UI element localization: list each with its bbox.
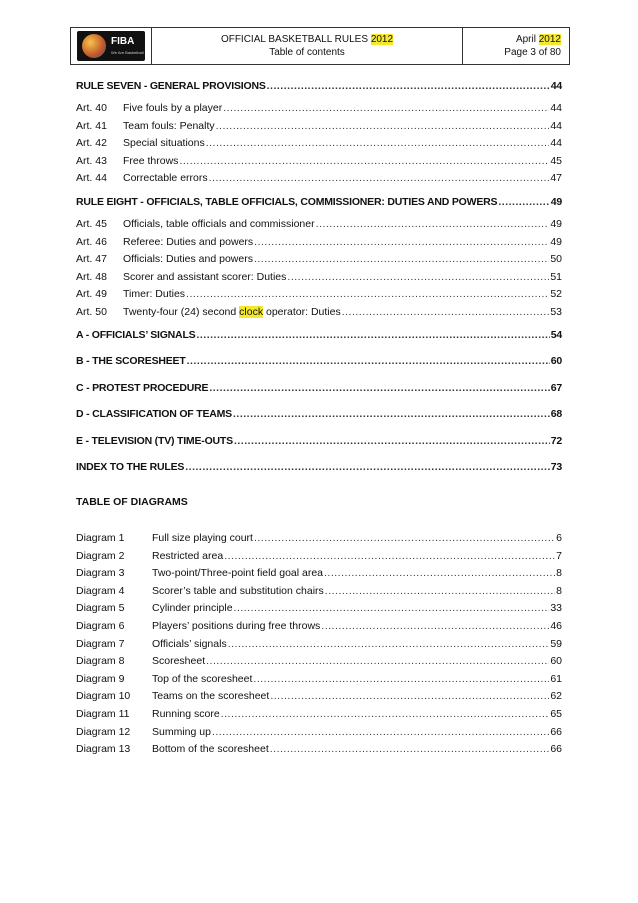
leader-dots [321,618,549,636]
diagram-number: Diagram 6 [76,619,125,632]
diagram-number: Diagram 8 [76,655,125,668]
article-page: 53 [550,305,562,318]
article-page: 44 [550,102,562,114]
diagram-entry[interactable] [76,618,562,636]
diagrams-heading: TABLE OF DIAGRAMS [76,496,188,508]
toc-entry-page: 49 [550,195,562,208]
diagram-number: Diagram 10 [76,690,131,703]
section-title: D - CLASSIFICATION OF TEAMS [76,408,232,421]
article-page: 50 [550,253,562,266]
toc-rule-seven[interactable] [76,76,562,96]
title-cell [152,28,463,64]
section-page: 73 [550,461,562,474]
diagram-page: 7 [556,549,562,562]
page-number: Page 3 of 80 [504,47,561,58]
article-title: Scorer and assistant scorer: Duties [123,270,287,283]
title-part: operator: Duties [263,305,341,318]
diagram-page: 6 [556,532,562,544]
leader-dots [253,671,549,689]
section-page: 68 [550,408,562,421]
section-page: 60 [550,355,562,368]
leader-dots [325,583,555,601]
diagram-title: Bottom of the scoresheet [152,743,269,756]
leader-dots [228,636,550,654]
article-page: 51 [550,270,562,283]
section-title: E - TELEVISION (TV) TIME-OUTS [76,434,233,447]
article-title: Officials, table officials and commissioner [123,217,315,230]
diagram-number: Diagram 3 [76,567,125,580]
diagram-entry[interactable] [76,688,562,706]
toc-section[interactable] [76,322,562,349]
diagram-page: 33 [550,602,562,615]
leader-dots [324,565,555,583]
date-year: 2012 [538,34,561,45]
section-title: A - OFFICIALS’ SIGNALS [76,328,196,341]
article-page: 44 [550,137,562,150]
article-title: Timer: Duties [123,288,186,301]
diagram-page: 66 [550,725,562,738]
toc-section[interactable] [76,348,562,375]
article-number: Art. 45 [76,217,107,230]
diagram-number: Diagram 7 [76,637,125,650]
leader-dots [185,454,549,481]
title-part: Twenty-four (24) second [123,305,240,318]
diagram-title: Officials’ signals [152,637,227,650]
toc-section[interactable] [76,428,562,455]
toc-article[interactable] [76,100,562,118]
article-page: 44 [550,119,562,132]
article-number: Art. 48 [76,270,107,283]
diagram-entry[interactable] [76,548,562,566]
leader-dots [233,401,550,428]
toc-entry-page: 44 [550,80,562,92]
leader-dots [498,192,549,212]
diagram-page: 66 [550,743,562,756]
diagram-title: Running score [152,707,220,720]
leader-dots [209,375,549,402]
toc-entry-title: RULE EIGHT - OFFICIALS, TABLE OFFICIALS, COMMISSIONER: DUTIES AND POWERS [76,195,498,208]
diagram-title: Restricted area [152,549,224,562]
diagram-number: Diagram 13 [76,743,131,756]
diagram-page: 65 [550,707,562,720]
article-title: Referee: Duties and powers [123,235,254,248]
section-page: 72 [550,434,562,447]
leader-dots [187,348,550,375]
article-number: Art. 47 [76,253,107,266]
toc-entry-title: RULE SEVEN - GENERAL PROVISIONS [76,80,266,92]
diagram-entry[interactable] [76,636,562,654]
toc-section[interactable] [76,375,562,402]
diagram-entry[interactable] [76,583,562,601]
leader-dots [186,286,549,304]
leader-dots [209,170,550,188]
toc-article[interactable] [76,304,562,322]
leader-dots [342,304,550,322]
toc-article[interactable] [76,153,562,171]
table-of-contents [76,72,562,481]
diagram-title: Summing up [152,725,211,738]
leader-dots [179,153,549,171]
toc-rule-eight[interactable] [76,192,562,212]
toc-article[interactable] [76,118,562,136]
diagram-page: 46 [550,619,562,632]
leader-dots [223,100,549,118]
toc-article[interactable] [76,216,562,234]
article-number: Art. 44 [76,172,107,185]
diagram-number: Diagram 5 [76,602,125,615]
logo-cell [71,28,152,64]
toc-section[interactable] [76,454,562,481]
diagram-entry[interactable] [76,706,562,724]
diagram-entry[interactable] [76,565,562,583]
article-title: Officials: Duties and powers [123,253,253,266]
diagram-title: Top of the scoresheet [152,672,253,685]
article-page: 49 [550,217,562,230]
article-number: Art. 42 [76,137,107,150]
diagram-number: Diagram 11 [76,707,130,720]
diagram-entry[interactable] [76,600,562,618]
diagram-page: 61 [550,672,562,685]
section-page: 67 [550,381,562,394]
article-title [123,304,341,322]
article-title: Team fouls: Penalty [123,119,215,132]
section-title: B - THE SCORESHEET [76,355,186,368]
leader-dots [206,653,549,671]
article-page: 52 [550,288,562,301]
leader-dots [287,269,549,287]
diagram-number: Diagram 9 [76,672,125,685]
diagram-entry[interactable] [76,530,562,548]
document-date [516,33,561,46]
diagram-title: Cylinder principle [152,602,233,615]
page-header [70,27,570,65]
toc-article[interactable] [76,170,562,188]
diagram-page: 60 [550,655,562,668]
highlighted-word: clock [239,305,264,318]
logo-text: FIBA [111,36,135,47]
diagram-page: 59 [550,637,562,650]
article-page: 47 [550,172,562,185]
diagram-page: 8 [556,567,562,580]
diagram-page: 62 [550,690,562,703]
leader-dots [316,216,550,234]
section-title: C - PROTEST PROCEDURE [76,381,209,394]
fiba-logo [77,31,145,61]
article-page: 45 [550,154,562,167]
logo-subtext: We Are Basketball [111,50,144,55]
document-title [221,33,393,46]
diagram-title: Full size playing court [152,532,253,544]
article-title: Correctable errors [123,172,208,185]
diagram-title: Scoresheet [152,655,206,668]
article-number: Art. 49 [76,288,107,301]
article-title: Special situations [123,137,205,150]
diagram-title: Two-point/Three-point field goal area [152,567,324,580]
title-prefix: OFFICIAL BASKETBALL RULES [220,34,371,45]
diagram-title: Players’ positions during free throws [152,619,321,632]
leader-dots [221,706,550,724]
leader-dots [224,548,555,566]
article-number: Art. 41 [76,119,107,132]
toc-article[interactable] [76,286,562,304]
article-number: Art. 46 [76,235,107,248]
article-title: Free throws [123,154,179,167]
document-subtitle: Table of contents [269,47,345,58]
table-of-diagrams [76,530,562,759]
leader-dots [196,322,549,349]
leader-dots [254,234,549,252]
leader-dots [254,530,555,548]
date-cell [463,28,569,64]
article-number: Art. 50 [76,305,107,318]
leader-dots [234,428,550,455]
toc-article[interactable] [76,135,562,153]
leader-dots [212,724,549,742]
diagram-entry[interactable] [76,653,562,671]
diagram-entry[interactable] [76,671,562,689]
leader-dots [270,688,549,706]
leader-dots [216,118,550,136]
toc-section[interactable] [76,401,562,428]
article-number: Art. 40 [76,102,107,114]
diagram-page: 8 [556,584,562,597]
diagram-number: Diagram 12 [76,725,131,738]
title-year: 2012 [370,34,394,45]
article-title: Five fouls by a player [123,102,223,114]
leader-dots [267,76,550,96]
diagram-number: Diagram 1 [76,532,125,544]
diagram-entry[interactable] [76,741,562,759]
section-title: INDEX TO THE RULES [76,461,185,474]
article-page: 49 [550,235,562,248]
diagram-number: Diagram 4 [76,584,125,597]
diagram-entry[interactable] [76,724,562,742]
leader-dots [234,600,550,618]
date-prefix: April [515,34,539,45]
leader-dots [206,135,550,153]
toc-article[interactable] [76,234,562,252]
article-number: Art. 43 [76,154,107,167]
toc-article[interactable] [76,251,562,269]
diagram-title: Teams on the scoresheet [152,690,270,703]
diagram-number: Diagram 2 [76,549,125,562]
leader-dots [254,251,549,269]
toc-article[interactable] [76,269,562,287]
basketball-icon [82,34,106,58]
diagram-title: Scorer’s table and substitution chairs [152,584,324,597]
leader-dots [270,741,550,759]
section-page: 54 [550,328,562,341]
